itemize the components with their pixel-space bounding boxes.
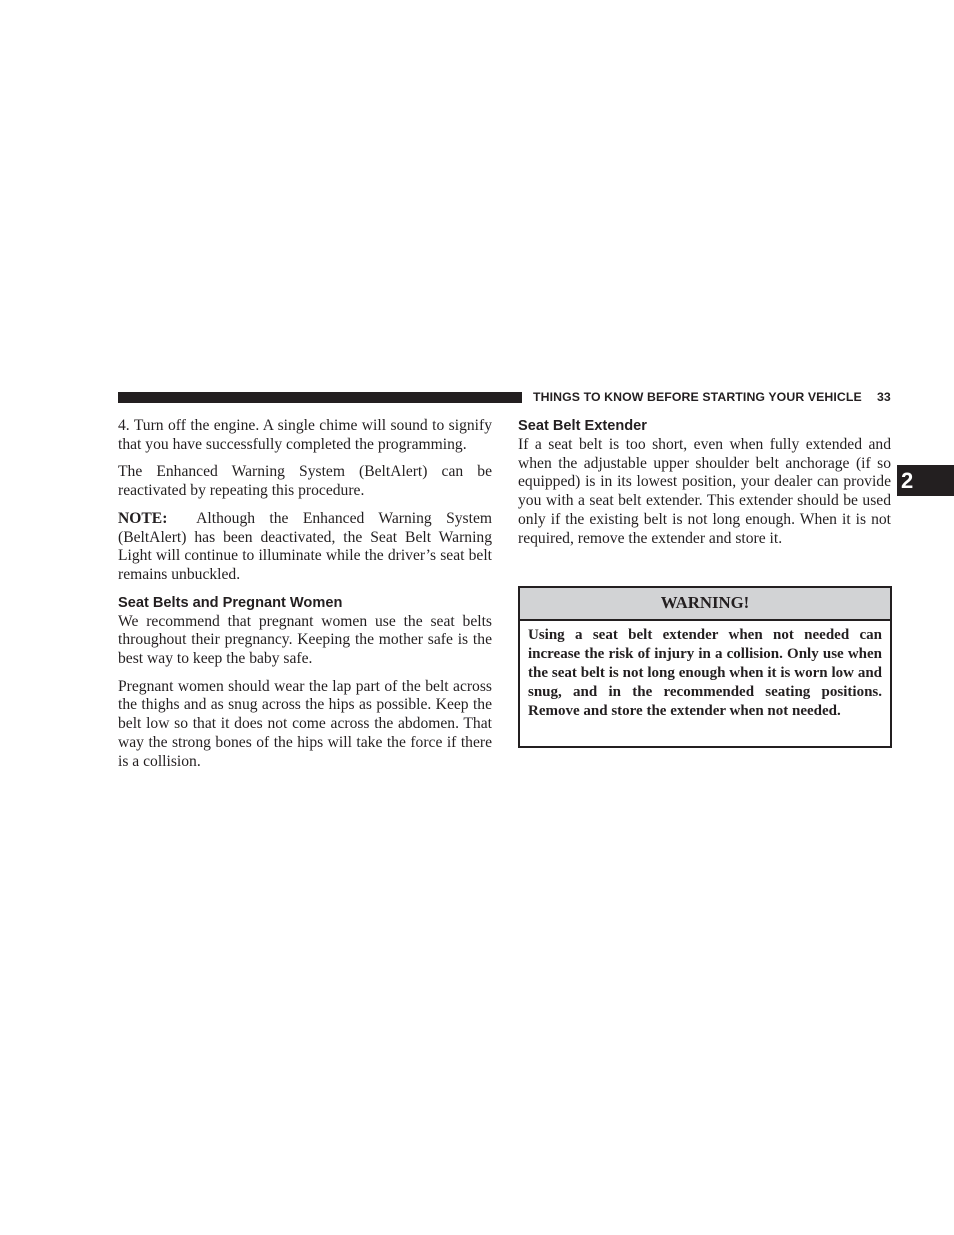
pregnant-women-heading: Seat Belts and Pregnant Women — [118, 594, 343, 611]
section-title: THINGS TO KNOW BEFORE STARTING YOUR VEHICLE — [533, 390, 862, 404]
reactivate-paragraph: The Enhanced Warning System (BeltAlert) can be reactivated by repeating this procedure. — [118, 463, 492, 500]
pregnant-paragraph-2: Pregnant women should wear the lap part of the belt across the thighs and as snug across the hips as possible. Keep the belt low so that it does not come across the abdomen. That way the strong bones of the hips will take the force if there is a collision. — [118, 677, 492, 770]
note-paragraph — [118, 510, 492, 585]
extender-paragraph: If a seat belt is too short, even when fully extended and when the adjustable upper shoulder belt anchorage (if so equipped) is in its lowest position, your dealer can provide you with a seat belt extender. This extender should be used only if the existing belt is not long enough. When it is not required, remove the extender and store it. — [518, 436, 891, 547]
note-text: Although the Enhanced Warning System (BeltAlert) has been deactivated, the Seat Belt Warning Light will continue to illuminate while the driver’s seat belt remains unbuckled. — [118, 509, 493, 583]
chapter-tab: 2 — [897, 465, 954, 496]
right-column — [518, 417, 891, 557]
header-rule — [118, 392, 522, 403]
page-number: 33 — [877, 390, 891, 404]
warning-box — [518, 586, 892, 748]
left-column — [118, 417, 492, 780]
note-label: NOTE: — [118, 509, 168, 527]
pregnant-paragraph-1: We recommend that pregnant women use the seat belts throughout their pregnancy. Keeping the mother safe is the best way to keep the baby safe. — [118, 612, 492, 668]
warning-text: Using a seat belt extender when not needed can increase the risk of injury in a collision. Only use when the seat belt is not long enough when it is worn low and snug, and in the recommended seating positions. Remove and store the extender when not needed. — [528, 627, 882, 719]
step-4-paragraph: 4. Turn off the engine. A single chime will sound to signify that you have successfully completed the programming. — [118, 417, 492, 453]
seat-belt-extender-heading: Seat Belt Extender — [518, 418, 647, 434]
warning-title: WARNING! — [520, 588, 890, 621]
